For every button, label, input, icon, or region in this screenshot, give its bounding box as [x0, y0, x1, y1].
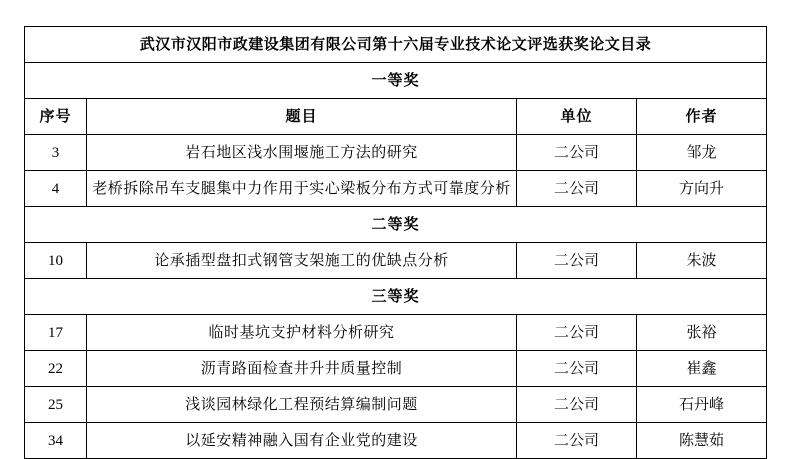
awarded-papers-table — [24, 26, 767, 459]
cell-unit: 二公司 — [517, 171, 637, 207]
cell-number: 25 — [25, 387, 87, 423]
table-row — [25, 387, 767, 423]
cell-unit: 二公司 — [517, 243, 637, 279]
cell-paper-title: 论承插型盘扣式钢管支架施工的优缺点分析 — [87, 243, 517, 279]
cell-unit: 二公司 — [517, 135, 637, 171]
section-label-first-prize: 一等奖 — [25, 63, 767, 99]
cell-author: 方向升 — [637, 171, 767, 207]
cell-paper-title: 浅谈园林绿化工程预结算编制问题 — [87, 387, 517, 423]
cell-number: 17 — [25, 315, 87, 351]
table-row — [25, 423, 767, 459]
table-row — [25, 315, 767, 351]
column-header-title: 题目 — [87, 99, 517, 135]
cell-author: 石丹峰 — [637, 387, 767, 423]
cell-author: 邹龙 — [637, 135, 767, 171]
column-header-number: 序号 — [25, 99, 87, 135]
cell-number: 34 — [25, 423, 87, 459]
table-row — [25, 351, 767, 387]
table-row — [25, 243, 767, 279]
cell-unit: 二公司 — [517, 387, 637, 423]
table-row — [25, 135, 767, 171]
section-label-third-prize: 三等奖 — [25, 279, 767, 315]
cell-unit: 二公司 — [517, 351, 637, 387]
cell-paper-title: 以延安精神融入国有企业党的建设 — [87, 423, 517, 459]
column-header-author: 作者 — [637, 99, 767, 135]
column-header-unit: 单位 — [517, 99, 637, 135]
table-row — [25, 171, 767, 207]
table-title-row — [25, 27, 767, 63]
cell-paper-title: 老桥拆除吊车支腿集中力作用于实心梁板分布方式可靠度分析 — [87, 171, 517, 207]
cell-number: 3 — [25, 135, 87, 171]
cell-paper-title: 沥青路面检查井升井质量控制 — [87, 351, 517, 387]
cell-author: 陈慧茹 — [637, 423, 767, 459]
section-header-row — [25, 279, 767, 315]
cell-paper-title: 临时基坑支护材料分析研究 — [87, 315, 517, 351]
cell-author: 朱波 — [637, 243, 767, 279]
cell-number: 10 — [25, 243, 87, 279]
cell-author: 崔鑫 — [637, 351, 767, 387]
cell-unit: 二公司 — [517, 423, 637, 459]
cell-number: 22 — [25, 351, 87, 387]
cell-paper-title: 岩石地区浅水围堰施工方法的研究 — [87, 135, 517, 171]
cell-number: 4 — [25, 171, 87, 207]
column-header-row — [25, 99, 767, 135]
section-header-row — [25, 63, 767, 99]
document-title: 武汉市汉阳市政建设集团有限公司第十六届专业技术论文评选获奖论文目录 — [25, 27, 767, 63]
section-label-second-prize: 二等奖 — [25, 207, 767, 243]
cell-author: 张裕 — [637, 315, 767, 351]
section-header-row — [25, 207, 767, 243]
cell-unit: 二公司 — [517, 315, 637, 351]
